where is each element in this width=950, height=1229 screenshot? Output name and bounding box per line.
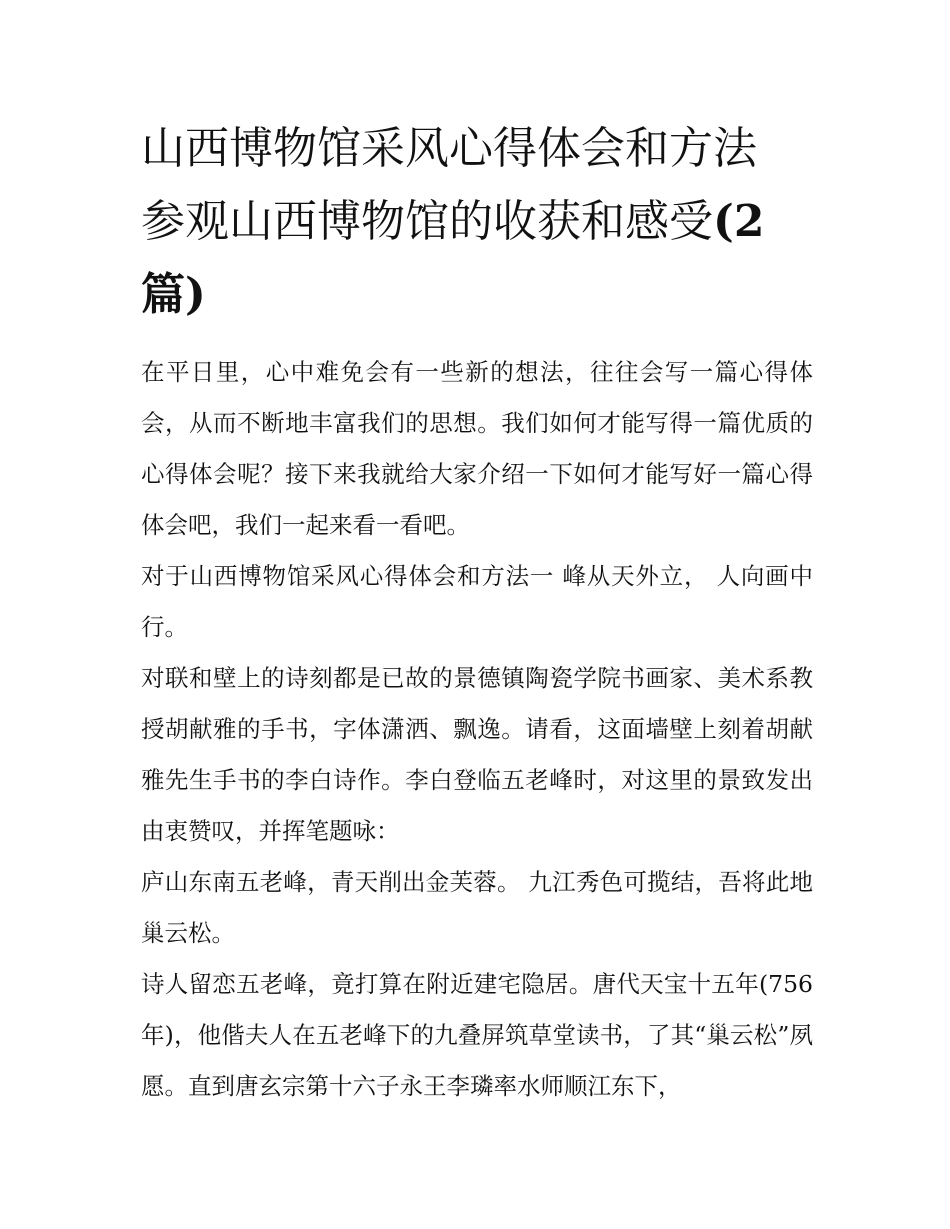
paragraph-history: 诗人留恋五老峰，竟打算在附近建宅隐居。唐代天宝十五年(756 年)，他偕夫人在五老峰下的九叠屏筑草堂读书，了其“巢云松”夙愿。直到唐玄宗第十六子永王李璘率水师顺江东下， <box>141 970 813 1100</box>
document-body <box>141 347 813 1112</box>
paragraph-poem: 庐山东南五老峰，青天削出金芙蓉。 九江秀色可揽结，吾将此地巢云松。 <box>141 868 813 947</box>
paragraph-intro: 在平日里，心中难免会有一些新的想法，往往会写一篇心得体会，从而不断地丰富我们的思想。我们如何才能写得一篇优质的心得体会呢？接下来我就给大家介绍一下如何才能写好一篇心得体会吧，我们一起来看一看吧。 <box>141 358 813 539</box>
paragraph-couplet: 对于山西博物馆采风心得体会和方法一 峰从天外立， 人向画中行。 <box>141 562 813 641</box>
document-title-suffix: (2 篇) <box>141 196 765 320</box>
document-content <box>141 112 813 1112</box>
paragraph-inscription: 对联和壁上的诗刻都是已故的景德镇陶瓷学院书画家、美术系教授胡献雅的手书，字体潇洒、飘逸。请看，这面墙壁上刻着胡献雅先生手书的李白诗作。李白登临五老峰时，对这里的景致发出由衷赞叹，并挥笔题咏： <box>141 664 813 845</box>
document-title <box>141 112 813 331</box>
document-title-main: 山西博物馆采风心得体会和方法 参观山西博物馆的收获和感受 <box>141 123 757 247</box>
